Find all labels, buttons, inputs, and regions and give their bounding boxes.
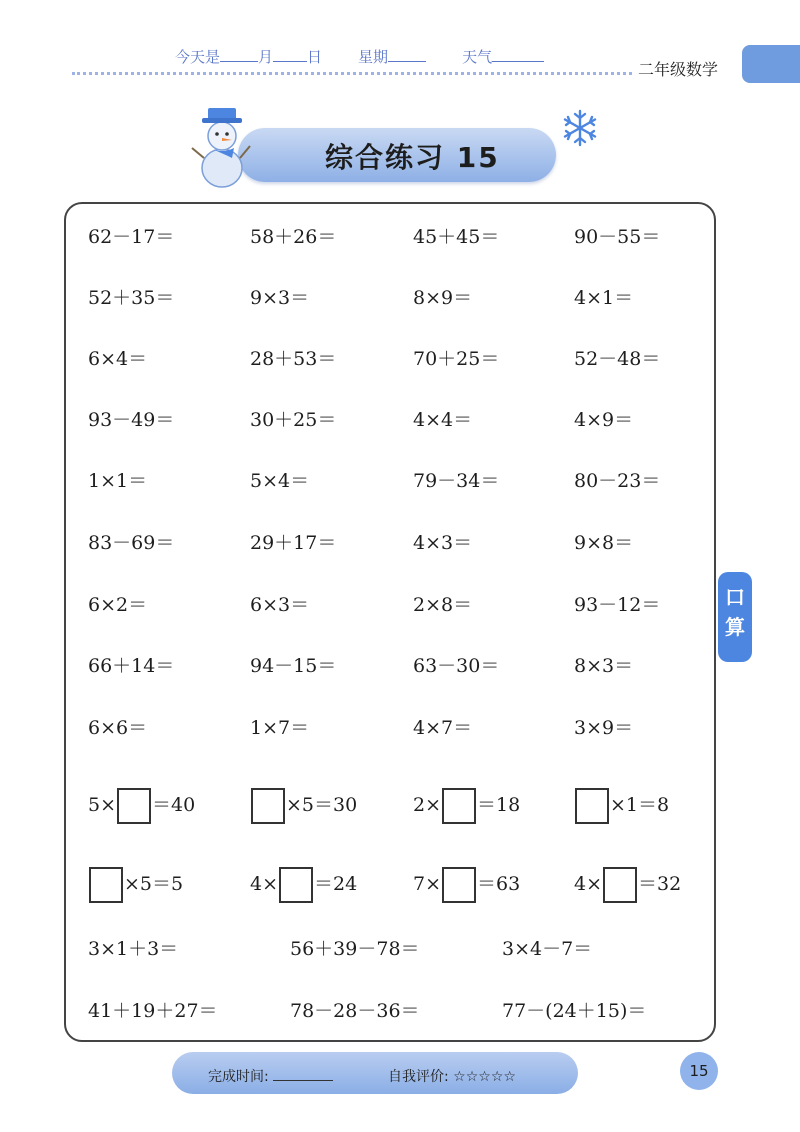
fill-prefix: 4× — [574, 873, 603, 895]
fill-suffix: ＝18 — [477, 794, 521, 816]
self-evaluation-label: 自我评价: — [388, 1069, 449, 1085]
problem-r4-c1: 93－49＝ — [88, 409, 175, 431]
header-dotted-divider — [72, 72, 632, 75]
fill-prefix: 7× — [413, 873, 442, 895]
fill-suffix: ＝24 — [314, 873, 358, 895]
exercise-box — [64, 202, 716, 1042]
grade-color-stripe — [742, 45, 800, 83]
side-tab-char-2: 算 — [725, 615, 745, 639]
rating-stars[interactable]: ☆☆☆☆☆ — [453, 1069, 516, 1085]
weather-blank[interactable] — [492, 48, 544, 62]
problem-r5-c1: 1×1＝ — [88, 470, 148, 492]
weekday-blank[interactable] — [388, 48, 426, 62]
problem-r7-c2: 6×3＝ — [250, 594, 310, 616]
problem-r1-c4: 90－55＝ — [574, 226, 661, 248]
answer-box[interactable] — [575, 788, 609, 824]
problem-r1-c1: 62－17＝ — [88, 226, 175, 248]
answer-box[interactable] — [251, 788, 285, 824]
problem-r7-c4: 93－12＝ — [574, 594, 661, 616]
page-title: 综合练习 15 — [325, 141, 500, 174]
problem-r3-c4: 52－48＝ — [574, 348, 661, 370]
month-label: 月 — [258, 48, 274, 66]
problem-r7-c3: 2×8＝ — [413, 594, 473, 616]
problem-r5-c2: 5×4＝ — [250, 470, 310, 492]
mixed-problem-r2-c3: 77－(24＋15)＝ — [502, 1000, 647, 1022]
problem-r2-c1: 52＋35＝ — [88, 287, 175, 309]
problem-r9-c4: 3×9＝ — [574, 717, 634, 739]
side-tab-char-1: 口 — [725, 585, 745, 609]
problem-r2-c2: 9×3＝ — [250, 287, 310, 309]
oral-calc-tab — [718, 572, 752, 662]
problem-r4-c4: 4×9＝ — [574, 409, 634, 431]
mixed-problem-r1-c3: 3×4－7＝ — [502, 938, 593, 960]
completion-time — [208, 1066, 333, 1086]
fill-suffix: ＝40 — [152, 794, 196, 816]
answer-box[interactable] — [442, 788, 476, 824]
problem-r9-c1: 6×6＝ — [88, 717, 148, 739]
grade-label: 二年级数学 — [638, 60, 719, 79]
snowflake-icon — [560, 108, 600, 148]
problem-r1-c3: 45＋45＝ — [413, 226, 500, 248]
month-blank[interactable] — [220, 48, 258, 62]
problem-r6-c1: 83－69＝ — [88, 532, 175, 554]
problem-r5-c4: 80－23＝ — [574, 470, 661, 492]
mixed-problem-r2-c2: 78－28－36＝ — [290, 1000, 420, 1022]
fill-prefix: 4× — [250, 873, 279, 895]
fill-problem-r2-c2 — [250, 867, 357, 903]
problem-r2-c3: 8×9＝ — [413, 287, 473, 309]
answer-box[interactable] — [117, 788, 151, 824]
day-blank[interactable] — [273, 48, 307, 62]
completion-time-blank[interactable] — [273, 1069, 333, 1081]
problem-r5-c3: 79－34＝ — [413, 470, 500, 492]
day-label: 日 — [307, 48, 323, 66]
mixed-problem-r2-c1: 41＋19＋27＝ — [88, 1000, 218, 1022]
problem-r3-c2: 28＋53＝ — [250, 348, 337, 370]
self-evaluation — [388, 1066, 516, 1086]
problem-r3-c3: 70＋25＝ — [413, 348, 500, 370]
problem-r6-c4: 9×8＝ — [574, 532, 634, 554]
problem-r8-c3: 63－30＝ — [413, 655, 500, 677]
problem-r9-c2: 1×7＝ — [250, 717, 310, 739]
today-label: 今天是 — [175, 48, 221, 66]
problem-r1-c2: 58＋26＝ — [250, 226, 337, 248]
fill-suffix: ＝63 — [477, 873, 521, 895]
date-weather-line — [175, 46, 544, 67]
completion-time-label: 完成时间: — [208, 1069, 269, 1085]
fill-prefix: 5× — [88, 794, 117, 816]
answer-box[interactable] — [442, 867, 476, 903]
fill-prefix: 2× — [413, 794, 442, 816]
problem-r6-c3: 4×3＝ — [413, 532, 473, 554]
mixed-problem-r1-c2: 56＋39－78＝ — [290, 938, 420, 960]
snowman-icon — [186, 98, 256, 190]
fill-suffix: ×1＝8 — [610, 794, 670, 816]
problem-r8-c4: 8×3＝ — [574, 655, 634, 677]
answer-box[interactable] — [89, 867, 123, 903]
answer-box[interactable] — [279, 867, 313, 903]
fill-suffix: ×5＝30 — [286, 794, 358, 816]
weekday-label: 星期 — [358, 48, 389, 66]
problem-r9-c3: 4×7＝ — [413, 717, 473, 739]
fill-problem-r2-c1 — [88, 867, 183, 903]
fill-suffix: ＝32 — [638, 873, 682, 895]
problem-r8-c1: 66＋14＝ — [88, 655, 175, 677]
fill-suffix: ×5＝5 — [124, 873, 184, 895]
weather-label: 天气 — [462, 48, 493, 66]
fill-problem-r1-c4 — [574, 788, 669, 824]
problem-r6-c2: 29＋17＝ — [250, 532, 337, 554]
problem-r2-c4: 4×1＝ — [574, 287, 634, 309]
problem-r3-c1: 6×4＝ — [88, 348, 148, 370]
problem-r4-c2: 30＋25＝ — [250, 409, 337, 431]
answer-box[interactable] — [603, 867, 637, 903]
fill-problem-r1-c3 — [413, 788, 520, 824]
fill-problem-r2-c4 — [574, 867, 681, 903]
fill-problem-r1-c2 — [250, 788, 357, 824]
fill-problem-r2-c3 — [413, 867, 520, 903]
page-number: 15 — [680, 1052, 718, 1090]
mixed-problem-r1-c1: 3×1＋3＝ — [88, 938, 179, 960]
problem-r7-c1: 6×2＝ — [88, 594, 148, 616]
fill-problem-r1-c1 — [88, 788, 195, 824]
problem-r4-c3: 4×4＝ — [413, 409, 473, 431]
problem-r8-c2: 94－15＝ — [250, 655, 337, 677]
